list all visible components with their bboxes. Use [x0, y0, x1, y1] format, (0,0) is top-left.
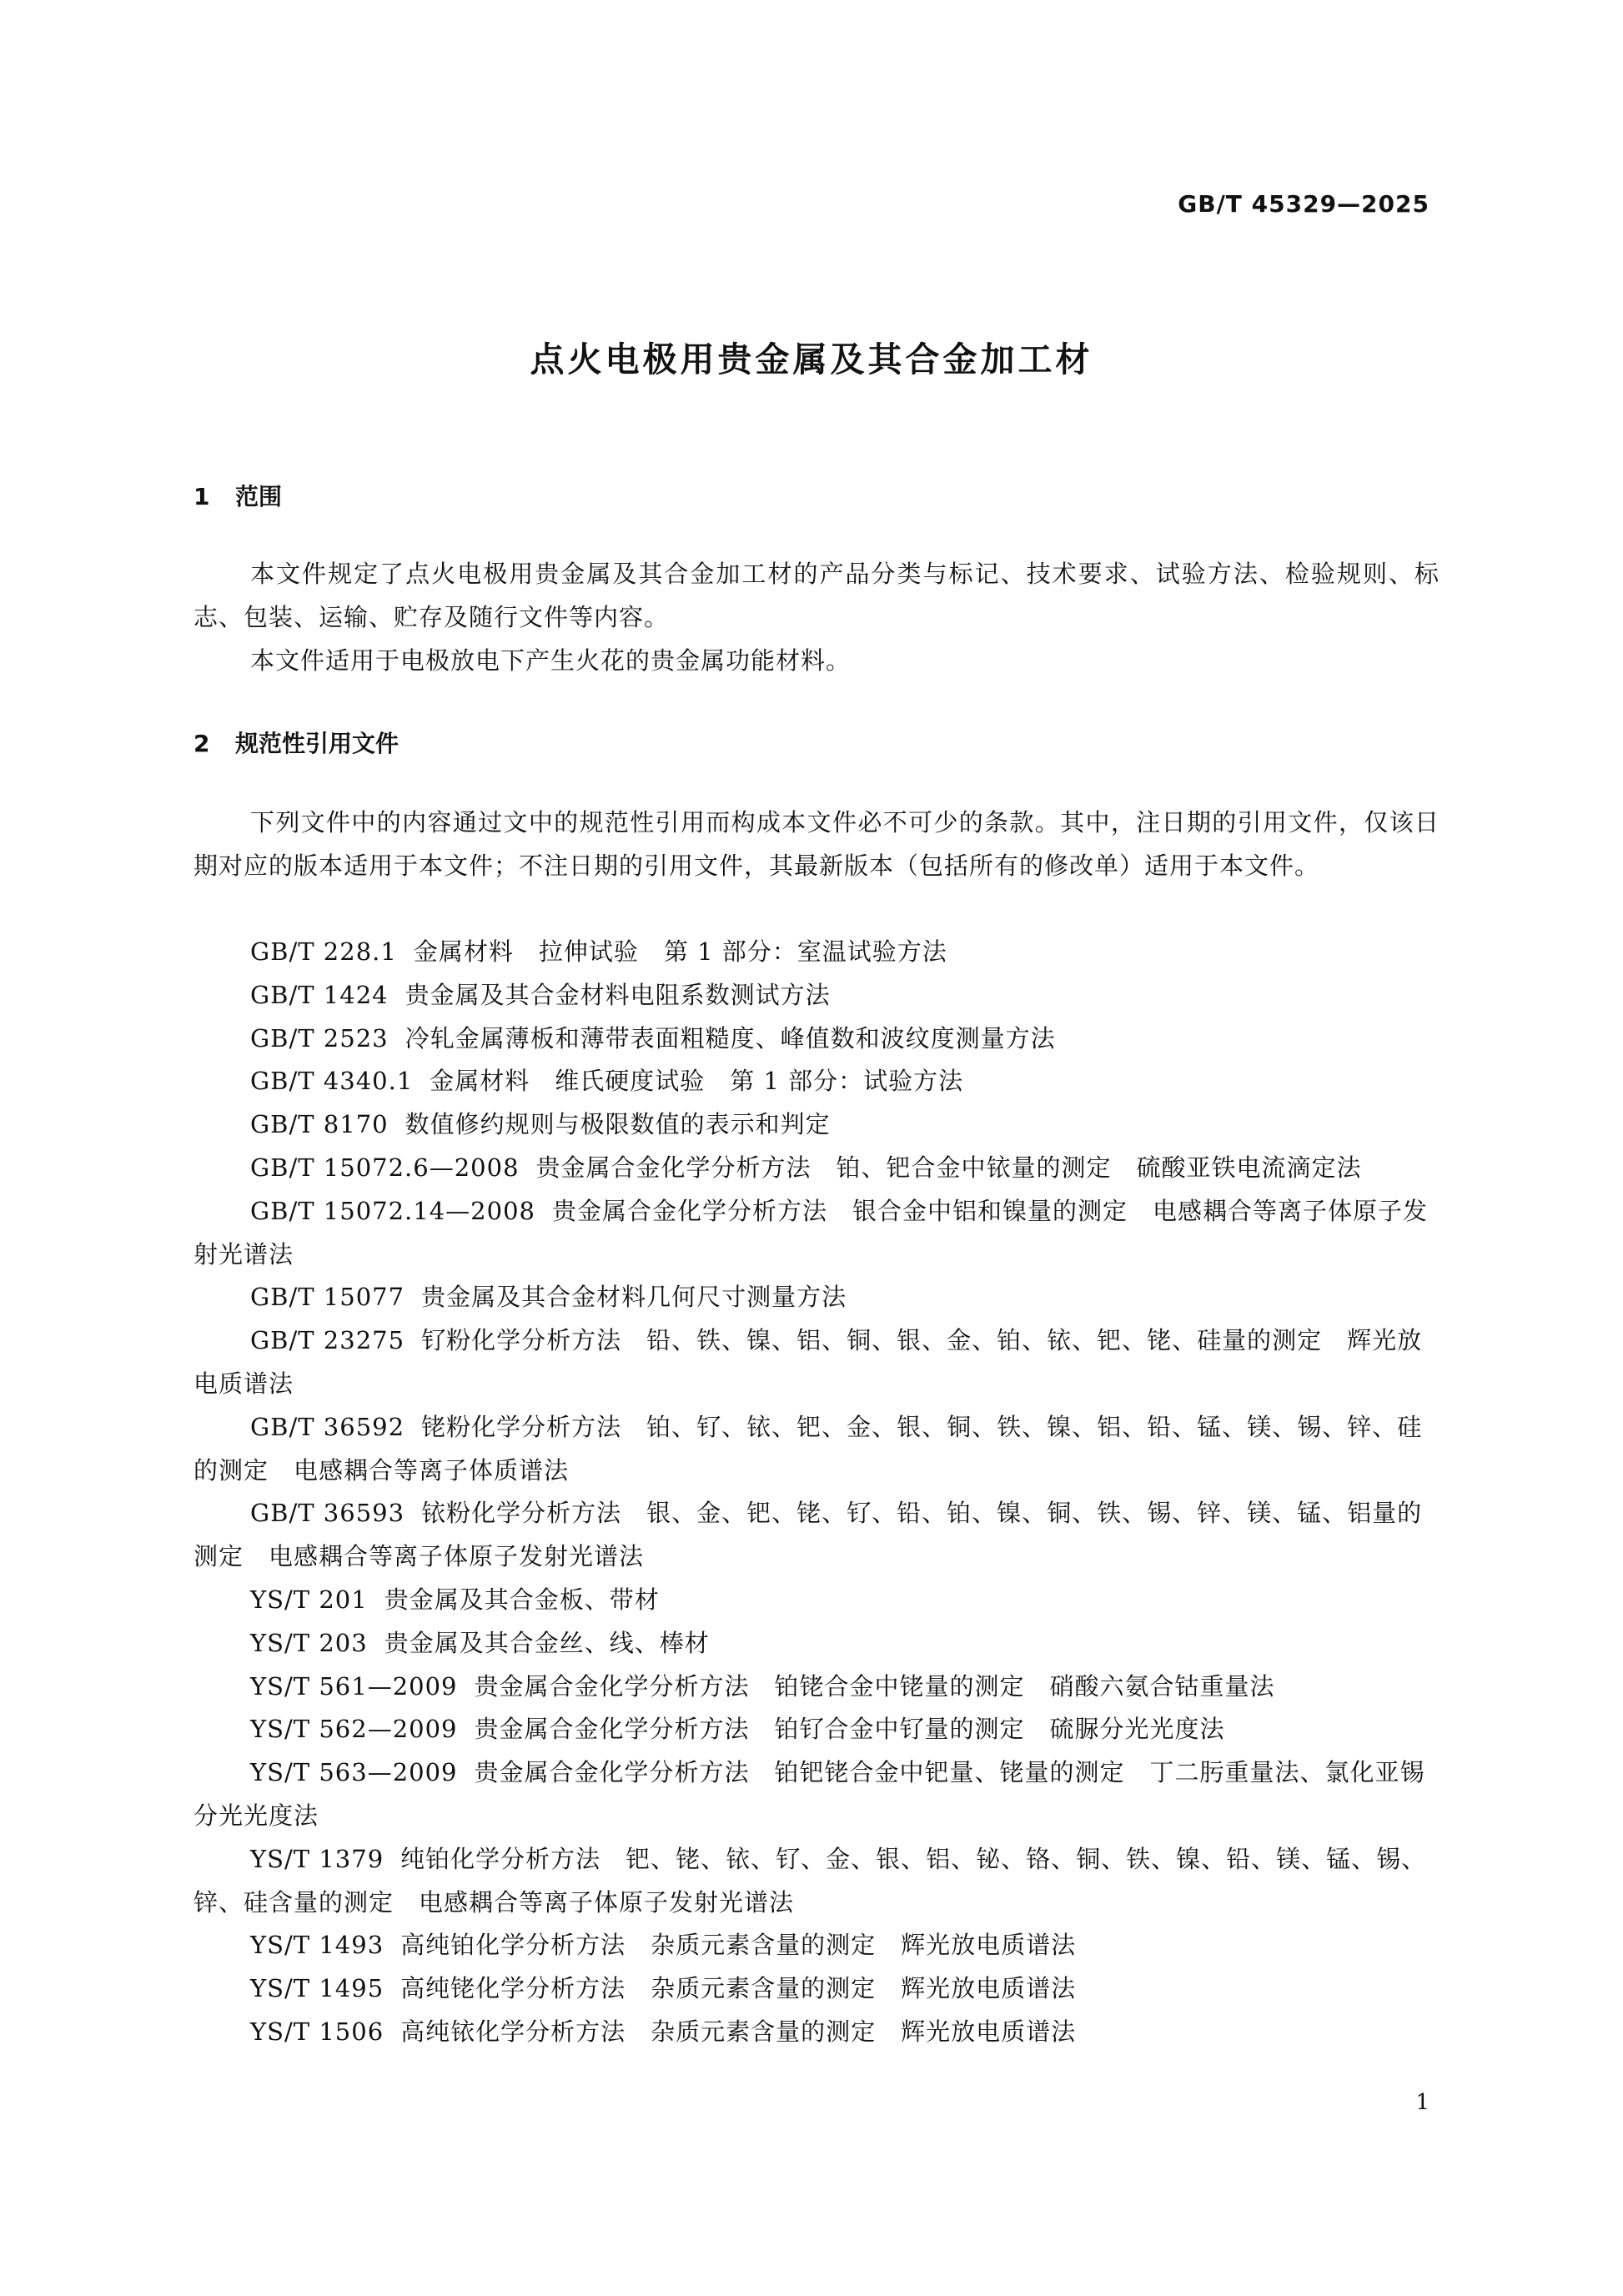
reference-code: YS/T 562—2009	[250, 1715, 458, 1744]
reference-code: YS/T 1506	[250, 2017, 384, 2046]
reference-title: 贵金属合金化学分析方法 铂钌合金中钌量的测定 硫脲分光光度法	[474, 1715, 1225, 1744]
reference-title: 数值修约规则与极限数值的表示和判定	[404, 1110, 831, 1139]
reference-title: 钌粉化学分析方法 铅、铁、镍、铝、铜、银、金、铂、铱、钯、铑、硅量的测定 辉光放电质谱法	[193, 1326, 1423, 1398]
reference-item	[193, 1147, 1440, 1190]
paragraph: 本文件规定了点火电极用贵金属及其合金加工材的产品分类与标记、技术要求、试验方法、检验规则、标志、包装、运输、贮存及随行文件等内容。	[193, 560, 1440, 631]
reference-code: GB/T 228.1	[250, 937, 397, 966]
reference-code: GB/T 4340.1	[250, 1067, 414, 1096]
reference-title: 贵金属合金化学分析方法 银合金中铝和镍量的测定 电感耦合等离子体原子发射光谱法	[193, 1196, 1428, 1269]
reference-code: GB/T 23275	[250, 1326, 405, 1355]
reference-title: 高纯铱化学分析方法 杂质元素含量的测定 辉光放电质谱法	[400, 2017, 1077, 2046]
reference-item	[193, 1190, 1440, 1277]
reference-item	[193, 1060, 1440, 1103]
reference-item	[193, 1751, 1440, 1838]
paragraph: 本文件适用于电极放电下产生火花的贵金属功能材料。	[250, 646, 852, 675]
reference-code: YS/T 203	[250, 1628, 368, 1657]
reference-title: 金属材料 维氏硬度试验 第 1 部分：试验方法	[430, 1067, 964, 1096]
reference-code: YS/T 201	[250, 1585, 368, 1614]
reference-title: 高纯铂化学分析方法 杂质元素含量的测定 辉光放电质谱法	[400, 1931, 1077, 1960]
reference-code: YS/T 1495	[250, 1974, 384, 2003]
reference-item	[193, 1665, 1440, 1709]
reference-title: 贵金属及其合金材料几何尺寸测量方法	[421, 1283, 847, 1312]
reference-title: 冷轧金属薄板和薄带表面粗糙度、峰值数和波纹度测量方法	[404, 1023, 1056, 1053]
reference-item	[193, 1017, 1440, 1061]
reference-item	[193, 2011, 1440, 2054]
reference-title: 铑粉化学分析方法 铂、钌、铱、钯、金、银、铜、铁、镍、铝、铅、锰、镁、锡、锌、硅的测定 电感耦合等离子体质谱法	[193, 1412, 1423, 1485]
reference-title: 贵金属合金化学分析方法 铂铑合金中铑量的测定 硝酸六氨合钴重量法	[474, 1671, 1275, 1701]
reference-title: 纯铂化学分析方法 钯、铑、铱、钌、金、银、铝、铋、铬、铜、铁、镍、铅、镁、锰、锡、锌、硅含量的测定 电感耦合等离子体原子发射光谱法	[193, 1844, 1427, 1917]
reference-code: GB/T 36593	[250, 1499, 405, 1528]
section-title: 范围	[235, 483, 283, 510]
reference-item	[193, 1579, 1440, 1622]
reference-title: 金属材料 拉伸试验 第 1 部分：室温试验方法	[413, 937, 947, 966]
reference-list	[193, 931, 1440, 2054]
section-number: 2	[193, 730, 210, 757]
reference-item	[193, 1838, 1440, 1925]
reference-item	[193, 1103, 1440, 1147]
reference-item	[193, 1622, 1440, 1665]
reference-code: GB/T 15072.6—2008	[250, 1153, 520, 1182]
reference-code: GB/T 36592	[250, 1412, 405, 1441]
reference-item	[193, 974, 1440, 1017]
reference-title: 贵金属及其合金丝、线、棒材	[384, 1628, 710, 1657]
section-heading-normative-references	[193, 726, 399, 759]
section-number: 1	[193, 483, 210, 510]
reference-item	[193, 1319, 1440, 1406]
reference-title: 贵金属及其合金材料电阻系数测试方法	[404, 980, 831, 1009]
reference-code: GB/T 15072.14—2008	[250, 1196, 535, 1225]
reference-item	[193, 1276, 1440, 1319]
document-title: 点火电极用贵金属及其合金加工材	[530, 339, 1093, 379]
section-title: 规范性引用文件	[235, 730, 399, 757]
reference-code: YS/T 561—2009	[250, 1671, 458, 1701]
reference-code: GB/T 15077	[250, 1283, 405, 1312]
reference-item	[193, 931, 1440, 974]
reference-item	[193, 1967, 1440, 2011]
references-intro	[193, 801, 1440, 887]
page-number: 1	[1415, 2090, 1430, 2115]
reference-title: 贵金属及其合金板、带材	[384, 1585, 660, 1614]
reference-code: GB/T 2523	[250, 1023, 389, 1053]
reference-title: 铱粉化学分析方法 银、金、钯、铑、钌、铅、铂、镍、铜、铁、锡、锌、镁、锰、铝量的测定 电感耦合等离子体原子发射光谱法	[193, 1499, 1423, 1571]
reference-title: 贵金属合金化学分析方法 铂、钯合金中铱量的测定 硫酸亚铁电流滴定法	[535, 1153, 1362, 1182]
reference-item	[193, 1708, 1440, 1751]
reference-code: YS/T 563—2009	[250, 1758, 458, 1787]
section-heading-scope	[193, 479, 282, 512]
paragraph: 下列文件中的内容通过文中的规范性引用而构成本文件必不可少的条款。其中，注日期的引用文件，仅该日期对应的版本适用于本文件；不注日期的引用文件，其最新版本（包括所有的修改单）适用于本文件。	[193, 808, 1440, 880]
reference-code: YS/T 1493	[250, 1931, 384, 1960]
reference-item	[193, 1406, 1440, 1493]
reference-item	[193, 1492, 1440, 1579]
reference-title: 贵金属合金化学分析方法 铂钯铑合金中钯量、铑量的测定 丁二肟重量法、氯化亚锡分光光度法	[193, 1758, 1425, 1830]
reference-code: GB/T 8170	[250, 1110, 389, 1139]
reference-item	[193, 1924, 1440, 1967]
reference-code: GB/T 1424	[250, 980, 389, 1009]
scope-body	[193, 552, 1440, 682]
standard-code: GB/T 45329—2025	[1178, 190, 1430, 218]
reference-title: 高纯铑化学分析方法 杂质元素含量的测定 辉光放电质谱法	[400, 1974, 1077, 2003]
reference-code: YS/T 1379	[250, 1844, 384, 1873]
